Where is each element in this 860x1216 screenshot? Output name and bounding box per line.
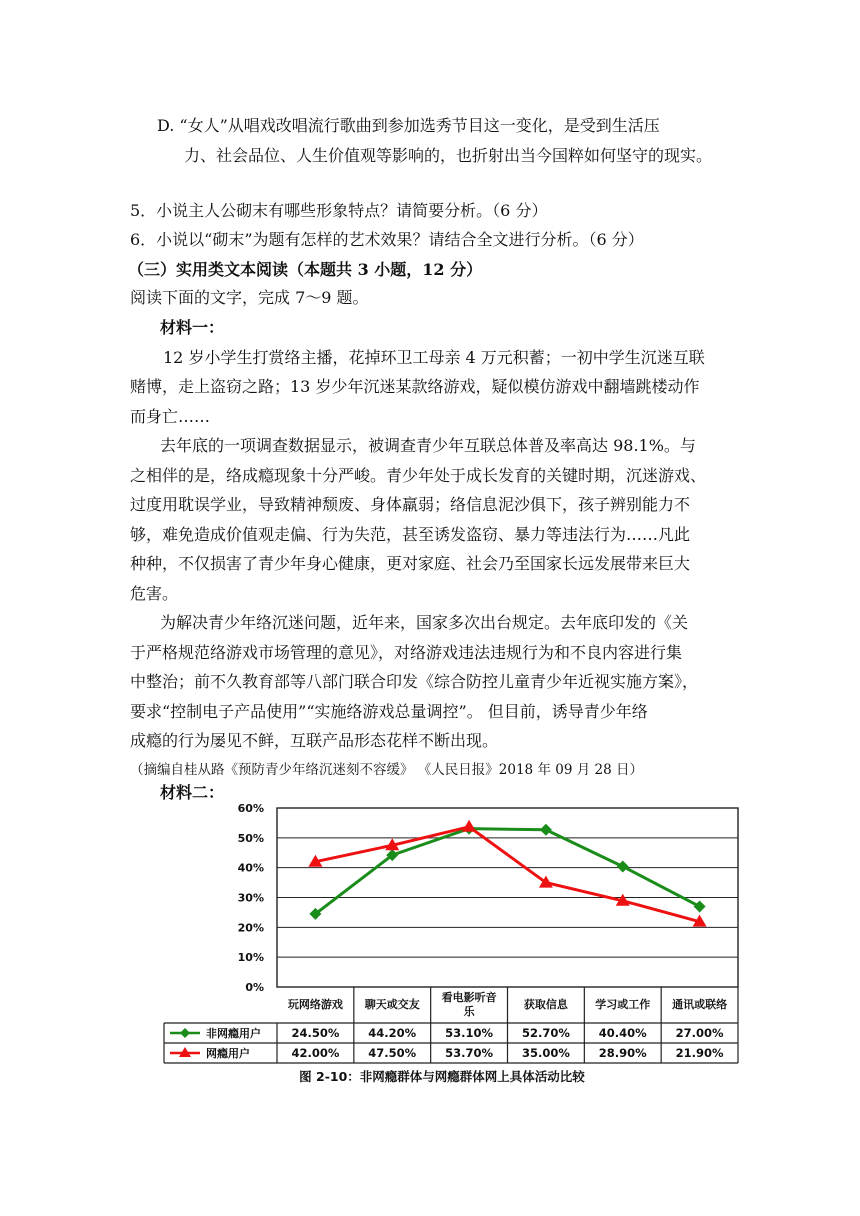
category-label: 获取信息 (523, 998, 568, 1011)
legend-label: 网瘾用户 (206, 1047, 250, 1060)
material-1-label: 材料一： (160, 318, 225, 337)
question-5: 5．小说主人公砌末有哪些形象特点？请简要分析。（6 分） (130, 201, 548, 220)
category-label: 学习或工作 (595, 998, 651, 1011)
instruction: 阅读下面的文字，完成 7～9 题。 (130, 288, 369, 307)
y-tick-label: 60% (237, 802, 264, 815)
paragraph-3-line: 成瘾的行为屡见不鲜，互联产品形态花样不断出现。 (130, 731, 499, 750)
category-label: 看电影听音乐 (441, 991, 497, 1018)
chart-title: 图 2-10：非网瘾群体与网瘾群体网上具体活动比较 (299, 1069, 585, 1084)
table-value: 52.70% (521, 1026, 570, 1040)
y-tick-label: 40% (237, 861, 264, 875)
y-tick-label: 20% (237, 921, 264, 935)
paragraph-2-line: 种种，不仅损害了青少年身心健康，更对家庭、社会乃至国家长远发展带来巨大 (130, 554, 691, 573)
paragraph-2-line: 危害。 (130, 584, 179, 603)
y-tick-label: 50% (237, 831, 264, 845)
paragraph-3-line: 要求“控制电子产品使用”“实施络游戏总量调控”。 但目前，诱导青少年络 (130, 702, 648, 721)
paragraph-2-line: 过度用耽误学业，导致精神颓废、身体羸弱；络信息泥沙俱下，孩子辨别能力不 (130, 495, 691, 514)
section-title: （三）实用类文本阅读（本题共 3 小题，12 分） (128, 260, 483, 279)
paragraph-2-line: 够，难免造成价值观走偏、行为失范，甚至诱发盗窃、暴力等违法行为……凡此 (130, 525, 691, 544)
table-value: 47.50% (368, 1046, 417, 1060)
category-label: 通讯或联络 (672, 998, 728, 1011)
paragraph-3-line: 为解决青少年络沉迷问题，近年来，国家多次出台规定。去年底印发的《关 (160, 613, 689, 632)
table-value: 24.50% (291, 1026, 340, 1040)
table-value: 44.20% (368, 1026, 417, 1040)
source-citation: （摘编自桂从路《预防青少年络沉迷刻不容缓》 《人民日报》2018 年 09 月 28 日） (130, 762, 643, 778)
legend-marker (180, 1028, 190, 1038)
option-d-line-1: D. “女人”从唱戏改唱流行歌曲到参加选秀节目这一变化，是受到生活压 (157, 116, 660, 135)
option-d-line-2: 力、社会品位、人生价值观等影响的，也折射出当今国粹如何坚守的现实。 (184, 146, 713, 165)
table-value: 53.10% (445, 1026, 494, 1040)
table-value: 42.00% (291, 1046, 340, 1060)
activity-comparison-chart (160, 800, 750, 1090)
question-6: 6．小说以“砌末”为题有怎样的艺术效果？请结合全文进行分析。（6 分） (130, 230, 644, 249)
y-tick-label: 10% (237, 951, 264, 965)
y-tick-label: 0% (245, 981, 264, 994)
category-label: 聊天或交友 (364, 998, 420, 1011)
table-value: 27.00% (675, 1026, 724, 1040)
table-value: 53.70% (445, 1046, 494, 1060)
y-tick-label: 30% (237, 891, 264, 905)
paragraph-3-line: 于严格规范络游戏市场管理的意见》，对络游戏违法违规行为和不良内容进行集 (130, 643, 683, 662)
table-value: 40.40% (598, 1026, 647, 1040)
paragraph-1-line: 12 岁小学生打赏络主播，花掉环卫工母亲 4 万元积蓄；一初中学生沉迷互联 (163, 348, 705, 367)
paragraph-2-line: 去年底的一项调查数据显示，被调查青少年互联总体普及率高达 98.1%。与 (160, 436, 696, 455)
table-value: 21.90% (675, 1046, 724, 1060)
paragraph-3-line: 中整治；前不久教育部等八部门联合印发《综合防控儿童青少年近视实施方案》， (130, 672, 699, 691)
paragraph-1-line: 而身亡…… (130, 407, 211, 426)
material-2-label: 材料二： (160, 783, 225, 802)
table-value: 28.90% (598, 1046, 647, 1060)
legend-label: 非网瘾用户 (206, 1027, 261, 1040)
category-label: 玩网络游戏 (287, 998, 343, 1011)
paragraph-2-line: 之相伴的是，络成瘾现象十分严峻。青少年处于成长发育的关键时期，沉迷游戏、 (130, 466, 707, 485)
table-value: 35.00% (521, 1046, 570, 1060)
paragraph-1-line: 赌博，走上盗窃之路；13 岁少年沉迷某款络游戏，疑似模仿游戏中翻墙跳楼动作 (130, 377, 700, 396)
